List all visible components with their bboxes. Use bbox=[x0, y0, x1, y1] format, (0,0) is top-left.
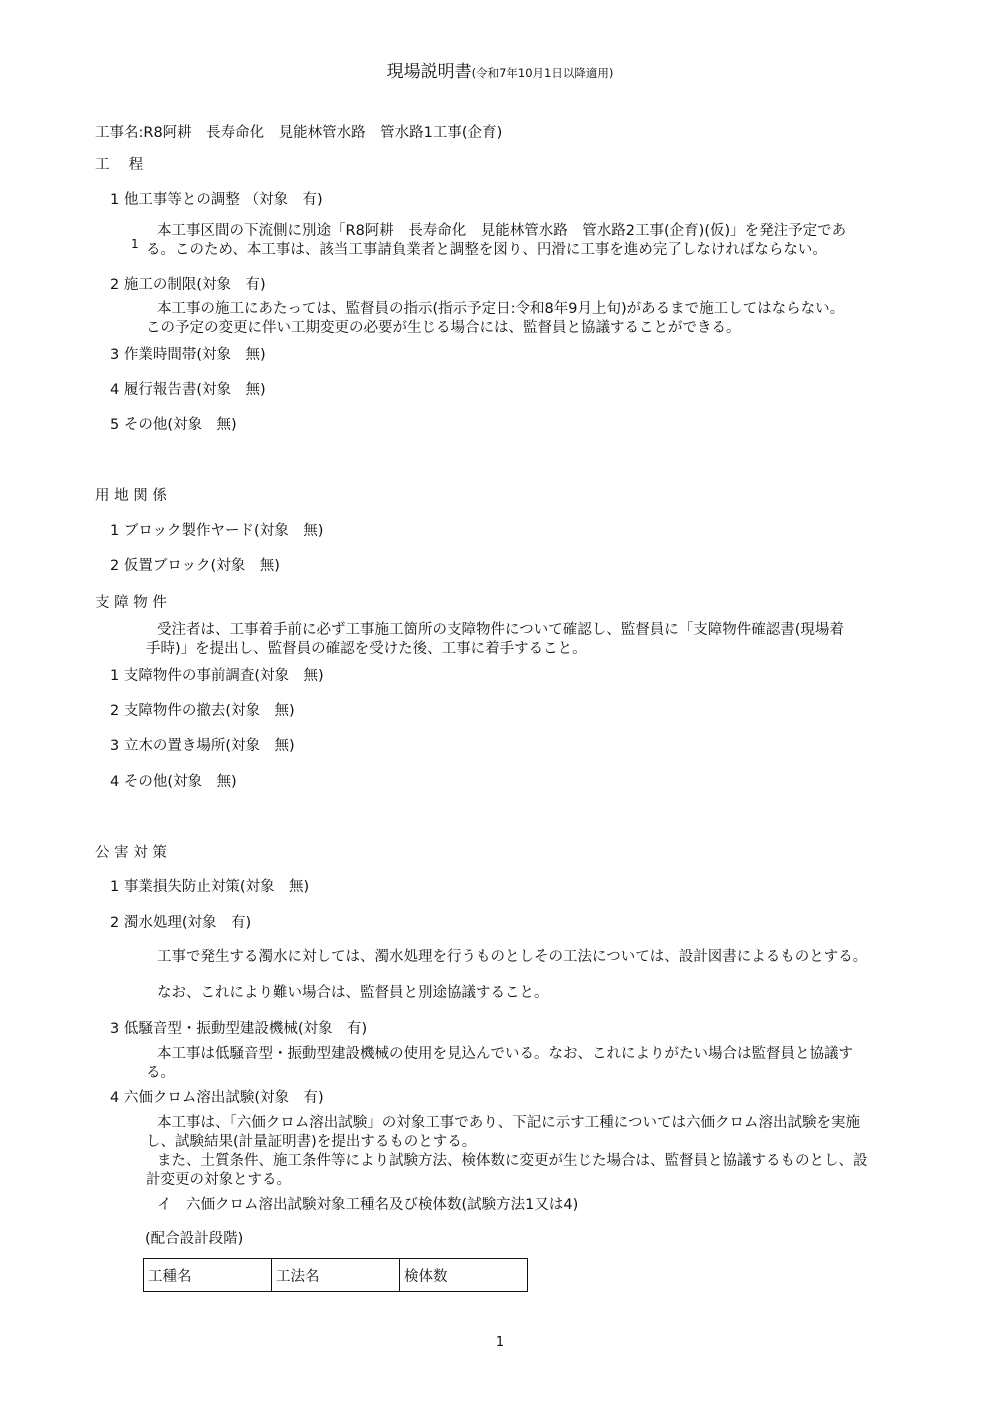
kogai-item-4-line-1: 本工事は、「六価クロム溶出試験」の対象工事であり、下記に示す工種については六価クロム溶出試験を実施 bbox=[157, 1115, 860, 1131]
shisho-intro-line-1: 受注者は、工事着手前に必ず工事施工箇所の支障物件について確認し、監督員に「支障物件確認書(現場着 bbox=[157, 622, 844, 638]
shisho-intro-line-2: 手時)」を提出し、監督員の確認を受けた後、工事に着手すること。 bbox=[146, 641, 587, 657]
kotei-item-1-text bbox=[146, 222, 846, 260]
document-title bbox=[0, 62, 1000, 83]
section-heading-kotei: 工 程 bbox=[95, 157, 144, 173]
kogai-item-4-line-3: また、土質条件、施工条件等により試験方法、検体数に変更が生じた場合は、監督員と協議するものとし、設 bbox=[157, 1153, 868, 1169]
kotei-item-2: 2 施工の制限(対象 有) bbox=[110, 277, 266, 293]
shisho-item-4: 4 その他(対象 無) bbox=[110, 774, 237, 790]
kotei-item-1-line-2: る。このため、本工事は、該当工事請負業者と調整を図り、円滑に工事を進め完了しなければならない。 bbox=[146, 242, 827, 258]
kogai-item-4-sub: イ 六価クロム溶出試験対象工種名及び検体数(試験方法1又は4) bbox=[157, 1197, 579, 1213]
yochi-item-2: 2 仮置ブロック(対象 無) bbox=[110, 558, 280, 574]
kogai-item-3-line-2: る。 bbox=[146, 1065, 175, 1081]
kotei-item-1: 1 他工事等との調整 （対象 有) bbox=[110, 192, 323, 208]
kogai-item-4-line-2: し、試験結果(計量証明書)を提出するものとする。 bbox=[146, 1134, 477, 1150]
kotei-item-2-text bbox=[146, 300, 844, 338]
kogai-item-2: 2 濁水処理(対象 有) bbox=[110, 915, 252, 931]
title-main: 現場説明書 bbox=[386, 62, 472, 82]
kotei-item-4: 4 履行報告書(対象 無) bbox=[110, 382, 266, 398]
kotei-item-3: 3 作業時間帯(対象 無) bbox=[110, 347, 266, 363]
shisho-item-3: 3 立木の置き場所(対象 無) bbox=[110, 738, 295, 754]
section-heading-kogai: 公 害 対 策 bbox=[95, 845, 167, 861]
kotei-item-1-number: 1 bbox=[131, 237, 139, 251]
table-header-cell: 工種名 bbox=[144, 1259, 272, 1292]
kogai-item-3-text bbox=[146, 1045, 853, 1083]
kogai-stage-label: (配合設計段階) bbox=[145, 1231, 244, 1247]
kogai-item-3-line-1: 本工事は低騒音型・振動型建設機械の使用を見込んでいる。なお、これによりがたい場合は監督員と協議す bbox=[157, 1046, 853, 1062]
section-heading-shisho: 支 障 物 件 bbox=[95, 595, 167, 611]
project-name: 工事名:R8阿耕 長寿命化 見能林管水路 管水路1工事(企育) bbox=[95, 125, 503, 141]
shisho-intro-text bbox=[146, 621, 844, 659]
kotei-item-5: 5 その他(対象 無) bbox=[110, 417, 237, 433]
kogai-item-3: 3 低騒音型・振動型建設機械(対象 有) bbox=[110, 1021, 368, 1037]
page-number: 1 bbox=[495, 1335, 505, 1350]
specimen-table bbox=[143, 1258, 528, 1292]
table-header-cell: 工法名 bbox=[272, 1259, 400, 1292]
kogai-item-4: 4 六価クロム溶出試験(対象 有) bbox=[110, 1090, 324, 1106]
kogai-item-2-line-1: 工事で発生する濁水に対しては、濁水処理を行うものとしその工法については、設計図書によるものとする。 bbox=[157, 949, 868, 965]
kogai-item-2-line-2: なお、これにより難い場合は、監督員と別途協議すること。 bbox=[157, 985, 549, 1001]
kotei-item-1-line-1: 本工事区間の下流側に別途「R8阿耕 長寿命化 見能林管水路 管水路2工事(企育)(仮)」を発注予定であ bbox=[157, 223, 847, 239]
kogai-item-4-text bbox=[146, 1114, 868, 1190]
shisho-item-1: 1 支障物件の事前調査(対象 無) bbox=[110, 668, 324, 684]
table-row bbox=[144, 1259, 528, 1292]
table-header-cell: 検体数 bbox=[400, 1259, 528, 1292]
kogai-item-1: 1 事業損失防止対策(対象 無) bbox=[110, 879, 310, 895]
yochi-item-1: 1 ブロック製作ヤード(対象 無) bbox=[110, 523, 324, 539]
section-heading-yochi: 用 地 関 係 bbox=[95, 488, 167, 504]
kotei-item-2-line-1: 本工事の施工にあたっては、監督員の指示(指示予定日:令和8年9月上旬)があるまで施工してはならない。 bbox=[157, 301, 845, 317]
title-applicability-note: (令和7年10月1日以降適用) bbox=[471, 66, 614, 80]
kogai-item-4-line-4: 計変更の対象とする。 bbox=[146, 1172, 291, 1188]
kotei-item-2-line-2: この予定の変更に伴い工期変更の必要が生じる場合には、監督員と協議することができる。 bbox=[146, 320, 741, 336]
shisho-item-2: 2 支障物件の撤去(対象 無) bbox=[110, 703, 295, 719]
